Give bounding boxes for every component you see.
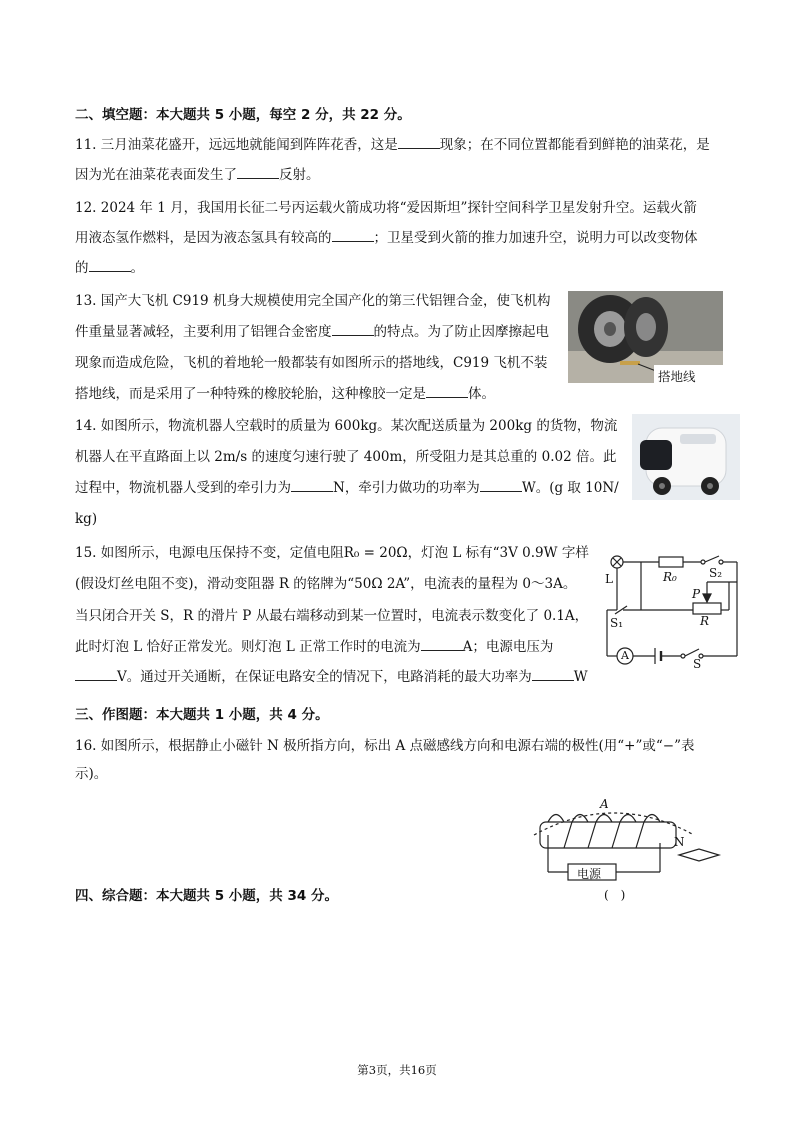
q11-line1 [75,136,710,154]
q12-line2 [75,229,698,247]
q13-line2 [75,323,549,341]
q12-blank-2[interactable] [89,259,131,272]
q15-line5 [75,668,588,686]
solenoid-diagram [524,795,724,905]
q11-text-1a: 11. 三月油菜花盛开，远远地就能闻到阵阵花香，这是 [75,137,398,153]
q13-blank-2[interactable] [426,385,468,398]
circuit-label-S2: S₂ [709,566,723,580]
ground-wire-label: 搭地线 [658,369,696,384]
q13-text-2a: 件重量显著减轻，主要利用了铝锂合金密度 [75,324,332,340]
q15-blank-1[interactable] [421,638,463,651]
q11-text-2a: 因为光在油菜花表面发生了 [75,167,237,183]
circuit-label-P: P [692,587,701,601]
page-footer: 第3页，共16页 [357,1063,437,1077]
q15-text-4b: A；电源电压为 [462,639,554,655]
section-comp-title: 四、综合题：本大题共 5 小题，共 34 分。 [75,888,338,904]
q11-text-2b: 反射。 [279,167,320,183]
q13-blank-1[interactable] [332,323,374,336]
q14-text-3b: N，牵引力做功的功率为 [333,480,480,496]
q14-text-3c: W。(g 取 10N/ [521,480,619,496]
landing-wheel-photo [568,291,723,383]
power-source-label: 电源 [577,867,602,881]
q15-line3: 当只闭合开关 S，R 的滑片 P 从最右端移动到某一位置时，电流表示数变化了 0.1A， [75,608,589,624]
q14-line2: 机器人在平直路面上以 2m/s 的速度匀速行驶了 400m，所受阻力是其总重的 0.02 倍。此 [75,449,617,465]
q12-text-2a: 用液态氢作燃料，是因为液态氢具有较高的 [75,230,332,246]
q12-text-3a: 的 [75,260,89,276]
q16-line2: 示)。 [75,766,108,782]
q15-text-4a: 此时灯泡 L 恰好正常发光。则灯泡 L 正常工作时的电流为 [75,639,421,655]
q11-text-1b: 现象；在不同位置都能看到鲜艳的油菜花，是 [439,137,710,153]
needle-N-label: N [674,835,685,849]
q11-blank-2[interactable] [237,166,279,179]
point-A-label: A [600,797,609,811]
q12-line3 [75,259,144,277]
q15-line4 [75,638,553,656]
q12-text-2b: ；卫星受到火箭的推力加速升空，说明力可以改变物体 [373,230,698,246]
q13-line3: 现象而造成危险，飞机的着地轮一般都装有如图所示的搭地线，C919 飞机不装 [75,355,548,371]
q11-blank-1[interactable] [398,136,440,149]
q14-line1: 14. 如图所示，物流机器人空载时的质量为 600kg。某次配送质量为 200kg 的货物，物流 [75,418,618,434]
q15-blank-3[interactable] [532,668,574,681]
q14-blank-1[interactable] [291,479,333,492]
q13-text-4a: 搭地线，而是采用了一种特殊的橡胶轮胎，这种橡胶一定是 [75,386,426,402]
circuit-label-L: L [605,572,613,586]
q14-line3 [75,479,619,497]
q15-text-5a: V。通过开关通断，在保证电路安全的情况下，电路消耗的最大功率为 [117,669,532,685]
section-draw-title: 三、作图题：本大题共 1 小题，共 4 分。 [75,707,329,723]
q13-text-2b: 的特点。为了防止因摩擦起电 [373,324,549,340]
circuit-label-R0: R₀ [663,570,677,584]
q13-line4 [75,385,495,403]
q15-blank-2[interactable] [75,668,117,681]
circuit-diagram [597,550,742,672]
logistics-robot-photo [632,414,740,500]
polarity-answer-paren[interactable]: ( ) [604,888,626,902]
circuit-label-S: S [693,657,702,671]
circuit-label-S1: S₁ [610,616,624,630]
q11-line2 [75,166,320,184]
q14-text-3a: 过程中，物流机器人受到的牵引力为 [75,480,291,496]
q16-line1: 16. 如图所示，根据静止小磁针 N 极所指方向，标出 A 点磁感线方向和电源右端的极性(用“+”或“−”表 [75,738,695,754]
q12-blank-1[interactable] [332,229,374,242]
q13-text-4b: 体。 [468,386,495,402]
q12-line1: 12. 2024 年 1 月，我国用长征二号丙运载火箭成功将“爱因斯坦”探针空间科学卫星发射升空。运载火箭 [75,200,697,216]
section-fill-title: 二、填空题：本大题共 5 小题，每空 2 分，共 22 分。 [75,107,411,123]
q14-line4: kg) [75,511,98,527]
q12-text-3b: 。 [130,260,144,276]
q15-line1: 15. 如图所示，电源电压保持不变，定值电阻R₀ = 20Ω，灯泡 L 标有“3V 0.9W 字样 [75,545,589,561]
circuit-label-R: R [700,614,710,628]
q13-line1: 13. 国产大飞机 C919 机身大规模使用完全国产化的第三代铝锂合金，使飞机构 [75,293,551,309]
q15-text-5b: W [573,669,588,685]
q14-blank-2[interactable] [480,479,522,492]
q15-line2: (假设灯丝电阻不变)，滑动变阻器 R 的铭牌为“50Ω 2A”，电流表的量程为 0～3A。 [75,576,577,592]
ammeter-label: A [621,649,629,662]
